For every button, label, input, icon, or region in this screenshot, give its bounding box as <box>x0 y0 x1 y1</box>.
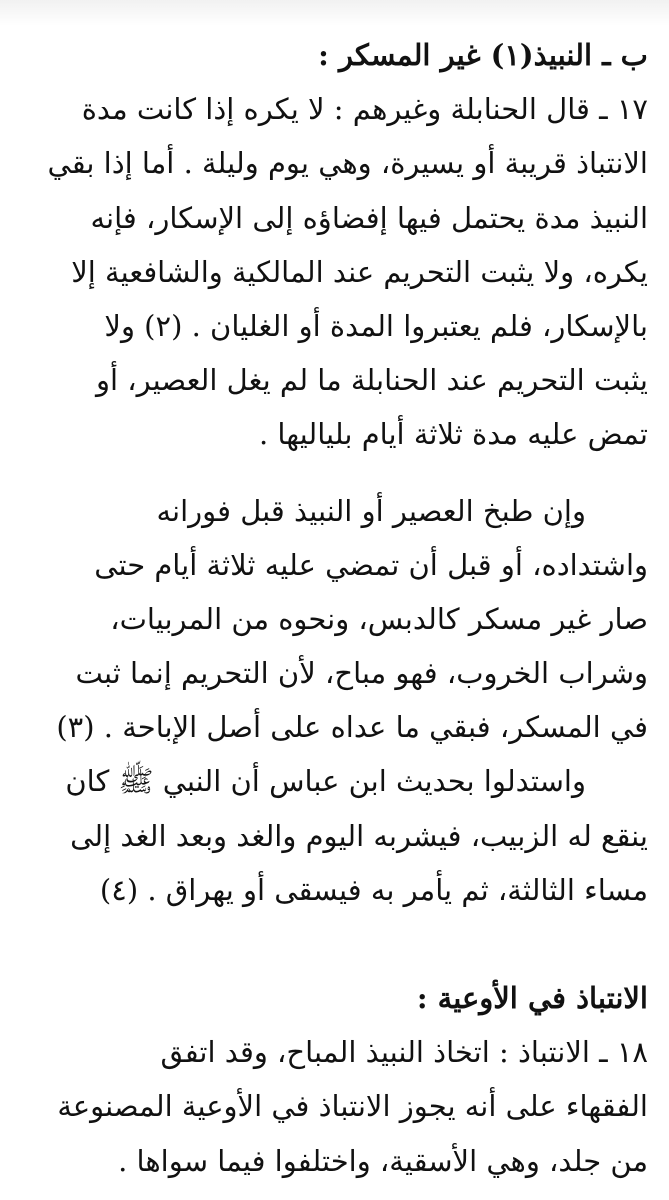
scan-top-edge <box>0 0 669 26</box>
text-line: يثبت التحريم عند الحنابلة ما لم يغل العصير، أو <box>96 363 648 398</box>
text-line: ١٨ ـ الانتباذ : اتخاذ النبيذ المباح، وقد اتفق <box>160 1035 648 1070</box>
section-heading <box>20 28 648 82</box>
text-line: النبيذ مدة يحتمل فيها إفضاؤه إلى الإسكار، فإنه <box>90 200 648 235</box>
text-line: واشتداده، أو قبل أن تمضي عليه ثلاثة أيام حتى <box>94 547 648 582</box>
text-line: الانتباذ قريبة أو يسيرة، وهي يوم وليلة . أما إذا بقي <box>47 146 648 181</box>
section-heading <box>20 971 648 1025</box>
paragraph-gap <box>20 462 648 484</box>
text-line: ب ـ النبيذ(١) غير المسكر : <box>318 38 648 72</box>
text-line: في المسكر، فبقي ما عداه على أصل الإباحة . (٣) <box>56 710 648 745</box>
paragraph <box>20 1025 648 1188</box>
section-gap <box>20 917 648 971</box>
text-line: صار غير مسكر كالدبس، ونحوه من المربيات، <box>110 601 648 636</box>
text-line: يكره، ولا يثبت التحريم عند المالكية والشافعية إلا <box>71 254 648 289</box>
text-line: تمض عليه مدة ثلاثة أيام بلياليها . <box>258 417 648 452</box>
text-line: بالإسكار، فلم يعتبروا المدة أو الغليان . (٢) ولا <box>104 308 648 343</box>
text-line: ١٧ ـ قال الحنابلة وغيرهم : لا يكره إذا كانت مدة <box>81 92 648 127</box>
text-line: ينقع له الزبيب، فيشربه اليوم والغد وبعد الغد إلى <box>70 818 648 853</box>
paragraph <box>20 82 648 461</box>
text-line: الانتباذ في الأوعية : <box>416 981 648 1015</box>
text-line: الفقهاء على أنه يجوز الانتباذ في الأوعية المصنوعة <box>57 1089 648 1124</box>
paragraph <box>20 484 648 755</box>
document-text-column <box>20 28 648 1188</box>
text-line: مساء الثالثة، ثم يأمر به فيسقى أو يهراق . (٤) <box>99 872 648 907</box>
text-line: وإن طبخ العصير أو النبيذ قبل فورانه <box>156 493 586 528</box>
text-line: من جلد، وهي الأسقية، واختلفوا فيما سواها . <box>118 1143 648 1178</box>
text-line: واستدلوا بحديث ابن عباس أن النبي ﷺ كان <box>65 764 586 799</box>
paragraph <box>20 754 648 917</box>
text-line: وشراب الخروب، فهو مباح، لأن التحريم إنما ثبت <box>75 656 648 691</box>
